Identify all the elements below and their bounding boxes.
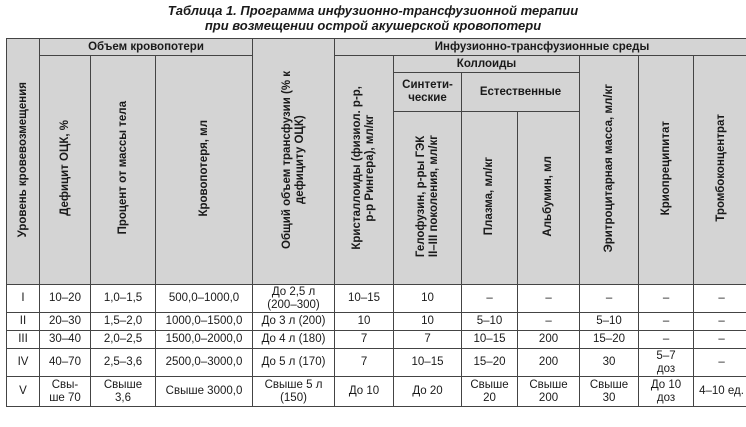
cell-cryo: – — [639, 285, 694, 313]
cell-total-volume: До 2,5 л (200–300) — [253, 285, 335, 313]
cell-crystalloids: До 10 — [335, 377, 394, 407]
cell-level: II — [7, 313, 40, 331]
cell-blood-loss: Свыше 3000,0 — [156, 377, 253, 407]
cell-plasma: 15–20 — [462, 349, 518, 377]
cell-level: I — [7, 285, 40, 313]
cell-plasma: 5–10 — [462, 313, 518, 331]
cell-plasma: – — [462, 285, 518, 313]
cell-deficit: Свы- ше 70 — [40, 377, 91, 407]
header-deficit: Дефицит ОЦК, % — [40, 56, 91, 285]
cell-erythrocyte: Свыше 30 — [580, 377, 639, 407]
cell-gelofusin: 10 — [394, 313, 462, 331]
table-title — [0, 0, 746, 34]
cell-albumin: – — [518, 285, 580, 313]
cell-cryo: До 10 доз — [639, 377, 694, 407]
cell-level: V — [7, 377, 40, 407]
cell-cryo: 5–7 доз — [639, 349, 694, 377]
cell-albumin: Свыше 200 — [518, 377, 580, 407]
cell-blood-loss: 2500,0–3000,0 — [156, 349, 253, 377]
cell-cryo: – — [639, 313, 694, 331]
cell-erythrocyte: 5–10 — [580, 313, 639, 331]
cell-cryo: – — [639, 331, 694, 349]
header-blood-loss-ml: Кровопотеря, мл — [156, 56, 253, 285]
cell-percent: Свыше 3,6 — [91, 377, 156, 407]
cell-thrombo: – — [694, 313, 746, 331]
cell-crystalloids: 7 — [335, 349, 394, 377]
cell-blood-loss: 1000,0–1500,0 — [156, 313, 253, 331]
table-row — [7, 377, 746, 407]
cell-thrombo: – — [694, 331, 746, 349]
cell-plasma: Свыше 20 — [462, 377, 518, 407]
cell-crystalloids: 10 — [335, 313, 394, 331]
table-row — [7, 331, 746, 349]
cell-erythrocyte: 30 — [580, 349, 639, 377]
cell-plasma: 10–15 — [462, 331, 518, 349]
cell-erythrocyte: – — [580, 285, 639, 313]
header-albumin: Альбумин, мл — [518, 112, 580, 285]
cell-gelofusin: До 20 — [394, 377, 462, 407]
cell-crystalloids: 10–15 — [335, 285, 394, 313]
cell-deficit: 10–20 — [40, 285, 91, 313]
header-cryo: Криопреципитат — [639, 56, 694, 285]
cell-total-volume: Свыше 5 л (150) — [253, 377, 335, 407]
title-line-2: при возмещении острой акушерской кровопотери — [204, 18, 542, 33]
cell-level: III — [7, 331, 40, 349]
cell-percent: 1,0–1,5 — [91, 285, 156, 313]
cell-percent: 1,5–2,0 — [91, 313, 156, 331]
cell-erythrocyte: 15–20 — [580, 331, 639, 349]
header-total-volume: Общий объем трансфузии (% к дефициту ОЦК) — [253, 39, 335, 285]
table-row — [7, 285, 746, 313]
header-percent-body-mass: Процент от массы тела — [91, 56, 156, 285]
header-group-blood-loss: Объем кровопотери — [40, 39, 253, 56]
header-plasma: Плазма, мл/кг — [462, 112, 518, 285]
header-colloids: Коллоиды — [394, 56, 580, 73]
header-natural: Естественные — [462, 73, 580, 112]
header-thrombo: Тромбоконцентрат — [694, 56, 746, 285]
cell-percent: 2,0–2,5 — [91, 331, 156, 349]
infusion-therapy-table — [6, 38, 746, 407]
cell-gelofusin: 7 — [394, 331, 462, 349]
table-row — [7, 313, 746, 331]
cell-thrombo: 4–10 ед. — [694, 377, 746, 407]
table-row — [7, 349, 746, 377]
cell-blood-loss: 500,0–1000,0 — [156, 285, 253, 313]
header-synthetic: Синтети- ческие — [394, 73, 462, 112]
header-group-media: Инфузионно-трансфузионные среды — [335, 39, 746, 56]
cell-total-volume: До 4 л (180) — [253, 331, 335, 349]
cell-gelofusin: 10–15 — [394, 349, 462, 377]
header-erythrocyte: Эритроцитарная масса, мл/кг — [580, 56, 639, 285]
cell-albumin: 200 — [518, 349, 580, 377]
cell-deficit: 40–70 — [40, 349, 91, 377]
header-level: Уровень кровевозмещения — [7, 39, 40, 285]
cell-albumin: – — [518, 313, 580, 331]
cell-total-volume: До 5 л (170) — [253, 349, 335, 377]
cell-percent: 2,5–3,6 — [91, 349, 156, 377]
cell-deficit: 20–30 — [40, 313, 91, 331]
cell-level: IV — [7, 349, 40, 377]
cell-deficit: 30–40 — [40, 331, 91, 349]
cell-thrombo: – — [694, 285, 746, 313]
cell-albumin: 200 — [518, 331, 580, 349]
header-crystalloids: Кристаллоиды (физиол. р-р, р-р Рингера), мл/кг — [335, 56, 394, 285]
cell-total-volume: До 3 л (200) — [253, 313, 335, 331]
title-line-1: Таблица 1. Программа инфузионно-трансфузионной терапии — [167, 3, 579, 18]
cell-blood-loss: 1500,0–2000,0 — [156, 331, 253, 349]
cell-gelofusin: 10 — [394, 285, 462, 313]
cell-crystalloids: 7 — [335, 331, 394, 349]
cell-thrombo: – — [694, 349, 746, 377]
header-gelofusin: Гелофузин, р-ры ГЭК II–III поколения, мл/кг — [394, 112, 462, 285]
